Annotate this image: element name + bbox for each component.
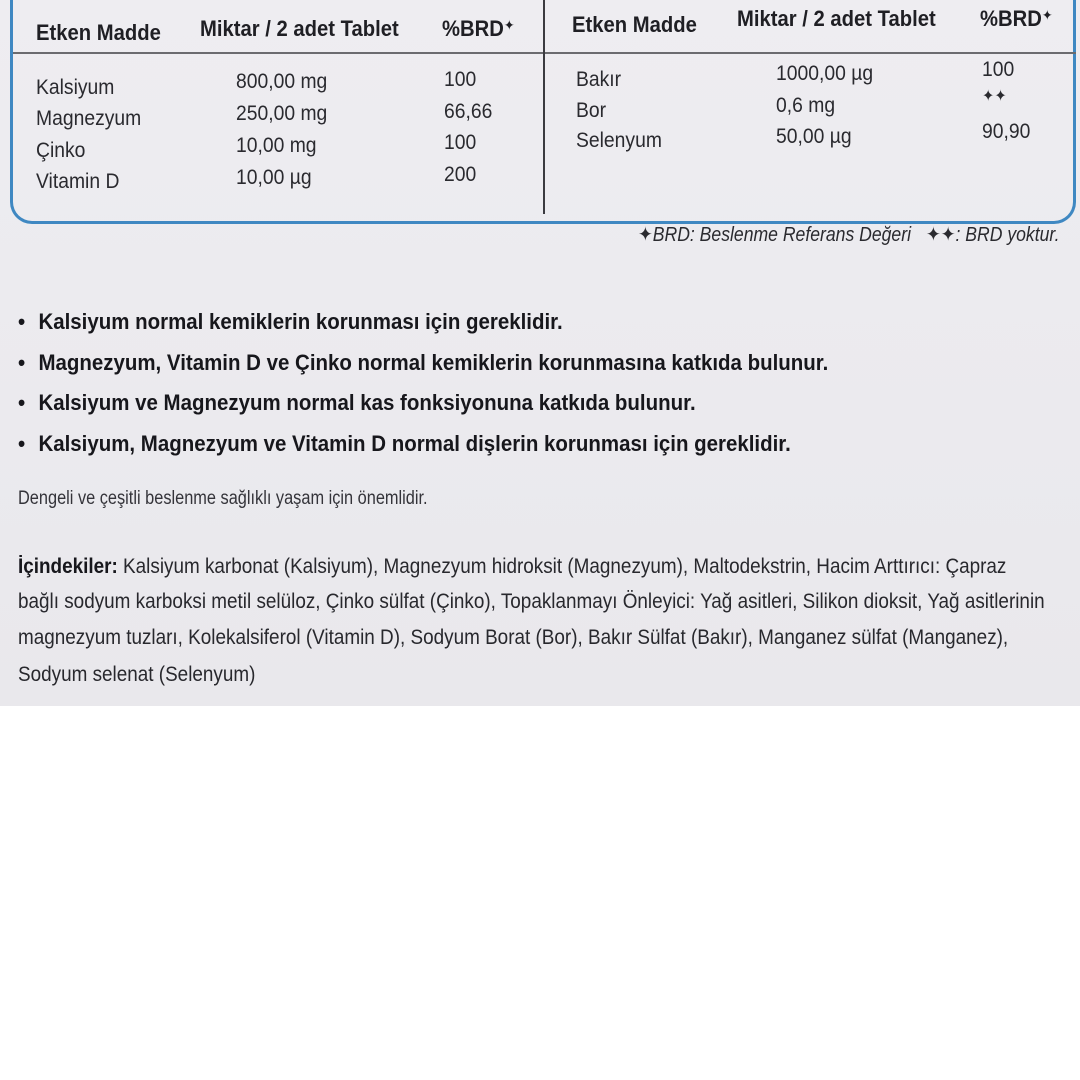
bullet-icon: • [18,390,26,415]
left-header-brd: %BRD✦ [442,16,515,41]
star-mark: ✦ [503,17,515,33]
table-cell: Selenyum [576,129,662,152]
table-cell: 0,6 mg [776,94,836,117]
table-cell: 90,90 [982,120,1031,143]
table-cell: 100 [982,58,1015,81]
table-cell: Magnezyum [36,107,142,130]
table-cell: ✦✦ [982,88,1007,105]
bullet-icon: • [18,309,26,334]
table-cell: 800,00 mg [236,70,328,93]
ingredients-line: bağlı sodyum karboksi metil selüloz, Çinko sülfat (Çinko), Topaklanmayı Önleyici: Yağ asitleri, Silikon dioksit, Yağ asitlerinin [18,590,1045,613]
claim-item: • Kalsiyum normal kemiklerin korunması için gereklidir. [18,309,563,334]
footnote-brd: ✦BRD: Beslenme Referans Değeri [638,224,911,246]
table-cell: 1000,00 µg [776,62,874,85]
table-cell: 100 [444,131,477,154]
ingredients-line: Sodyum selenat (Selenyum) [18,663,256,686]
table-column-divider [543,0,545,214]
table-cell: Bor [576,99,607,122]
table-cell: 250,00 mg [236,102,328,125]
table-cell: 200 [444,163,477,186]
right-header-brd: %BRD✦ [980,6,1053,31]
table-cell: Çinko [36,139,86,162]
table-cell: 10,00 µg [236,166,312,189]
ingredients-label: İçindekiler: [18,555,118,578]
right-header-amount: Miktar / 2 adet Tablet [737,6,936,31]
table-cell: 100 [444,68,477,91]
table-cell: 10,00 mg [236,134,317,157]
left-header-ingredient: Etken Madde [36,20,161,45]
left-header-amount: Miktar / 2 adet Tablet [200,16,399,41]
table-cell: Vitamin D [36,170,120,193]
bullet-icon: • [18,431,26,456]
footnote-no-brd: ✦✦: BRD yoktur. [926,224,1060,246]
claim-item: • Kalsiyum ve Magnezyum normal kas fonksiyonuna katkıda bulunur. [18,390,696,415]
ingredients-line: İçindekiler: Kalsiyum karbonat (Kalsiyum), Magnezyum hidroksit (Magnezyum), Maltodekstrin, Hacim Arttırıcı: Çapraz [18,555,1007,578]
claim-item: • Magnezyum, Vitamin D ve Çinko normal kemiklerin korunmasına katkıda bulunur. [18,350,829,375]
claim-item: • Kalsiyum, Magnezyum ve Vitamin D normal dişlerin korunması için gereklidir. [18,431,791,456]
table-cell: Bakır [576,68,622,91]
star-mark: ✦ [1041,7,1053,23]
table-cell: 66,66 [444,100,493,123]
table-cell: Kalsiyum [36,76,115,99]
right-header-ingredient: Etken Madde [572,12,697,37]
diet-note: Dengeli ve çeşitli beslenme sağlıklı yaşam için önemlidir. [18,488,428,509]
table-cell: 50,00 µg [776,125,852,148]
bullet-icon: • [18,350,26,375]
ingredients-line: magnezyum tuzları, Kolekalsiferol (Vitamin D), Sodyum Borat (Bor), Bakır Sülfat (Bakır), Manganez sülfat (Manganez), [18,626,1009,649]
